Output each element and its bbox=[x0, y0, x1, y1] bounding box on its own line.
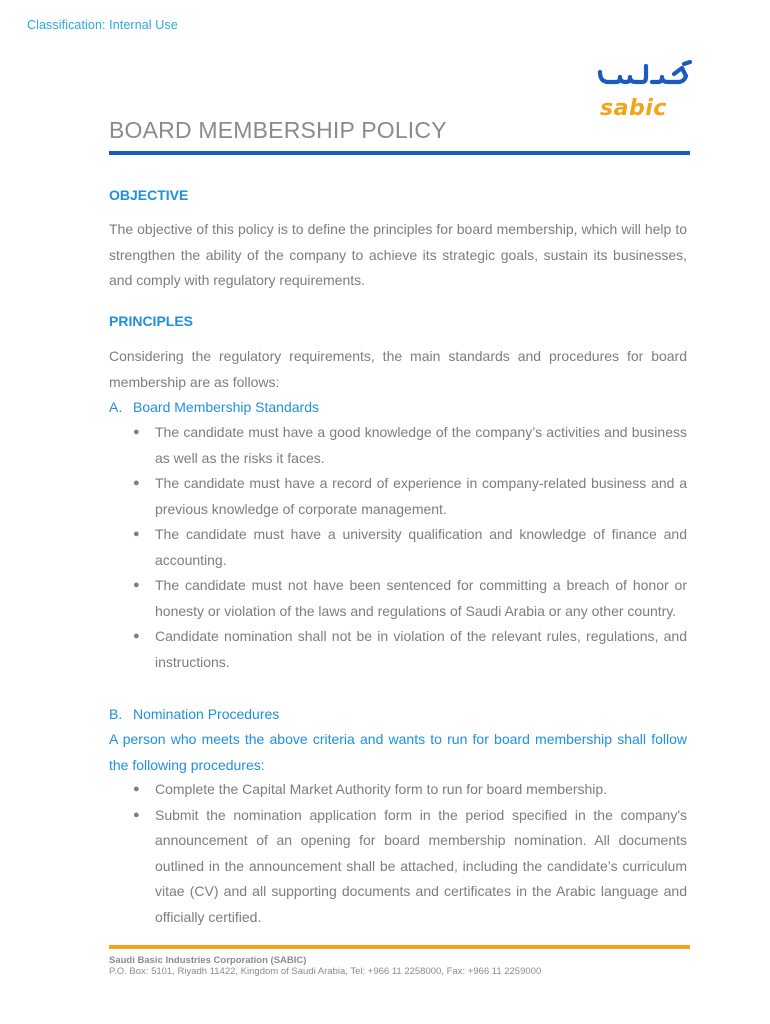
objective-heading: OBJECTIVE bbox=[109, 187, 189, 203]
bullet-icon: ● bbox=[133, 630, 140, 642]
list-item: ● Candidate nomination shall not be in violation of the relevant rules, regulations, and instructions. bbox=[109, 624, 687, 675]
list-item: ● The candidate must have a university qualification and knowledge of finance and accounting. bbox=[109, 522, 687, 573]
footer-address: P.O. Box: 5101, Riyadh 11422, Kingdom of Saudi Arabia, Tel: +966 11 2258000, Fax: +966 11 2259000 bbox=[109, 966, 542, 977]
bullet-icon: ● bbox=[133, 477, 140, 489]
list-item: ● Submit the nomination application form in the period specified in the company's announcement of an opening for board membership nomination. All documents outlined in the announcement shall be attached, including the candidate’s curriculum vitae (CV) and all supporting documents and certificates in the Arabic language and officially certified. bbox=[109, 803, 687, 931]
list-item: ● Complete the Capital Market Authority form to run for board membership. bbox=[109, 777, 687, 803]
arabic-logo-mark-icon bbox=[596, 58, 692, 94]
section-a-heading bbox=[109, 399, 319, 415]
section-b-letter: B. bbox=[109, 706, 123, 722]
title-divider bbox=[109, 151, 690, 155]
section-b-heading bbox=[109, 706, 279, 722]
page-title: BOARD MEMBERSHIP POLICY bbox=[109, 117, 447, 143]
section-b-title: Nomination Procedures bbox=[133, 706, 280, 722]
procedures-list bbox=[109, 777, 687, 930]
bullet-icon: ● bbox=[133, 579, 140, 591]
list-item: ● The candidate must have a record of experience in company-related business and a previous knowledge of corporate management. bbox=[109, 471, 687, 522]
section-a-title: Board Membership Standards bbox=[133, 399, 319, 415]
principles-intro: Considering the regulatory requirements, the main standards and procedures for board membership are as follows: bbox=[109, 348, 687, 390]
section-a-letter: A. bbox=[109, 399, 123, 415]
footer-divider bbox=[109, 945, 690, 949]
footer-company: Saudi Basic Industries Corporation (SABIC) bbox=[109, 955, 307, 966]
sabic-logo bbox=[596, 58, 692, 124]
section-b-intro: A person who meets the above criteria and wants to run for board membership shall follow the following procedures: bbox=[109, 731, 687, 773]
objective-text: The objective of this policy is to define the principles for board membership, which will help to strengthen the ability of the company to achieve its strategic goals, sustain its businesses, and comply with regulatory requirements. bbox=[109, 221, 687, 288]
bullet-icon: ● bbox=[133, 783, 140, 795]
bullet-icon: ● bbox=[133, 426, 140, 438]
classification-label: Classification: Internal Use bbox=[27, 18, 178, 32]
bullet-icon: ● bbox=[133, 528, 140, 540]
logo-wordmark: sabic bbox=[600, 96, 667, 121]
bullet-icon: ● bbox=[133, 808, 140, 821]
list-item: ● The candidate must have a good knowledge of the company’s activities and business as well as the risks it faces. bbox=[109, 420, 687, 471]
principles-heading: PRINCIPLES bbox=[109, 313, 194, 329]
list-item: ● The candidate must not have been sentenced for committing a breach of honor or honesty or violation of the laws and regulations of Saudi Arabia or any other country. bbox=[109, 573, 687, 624]
standards-list bbox=[109, 420, 687, 675]
